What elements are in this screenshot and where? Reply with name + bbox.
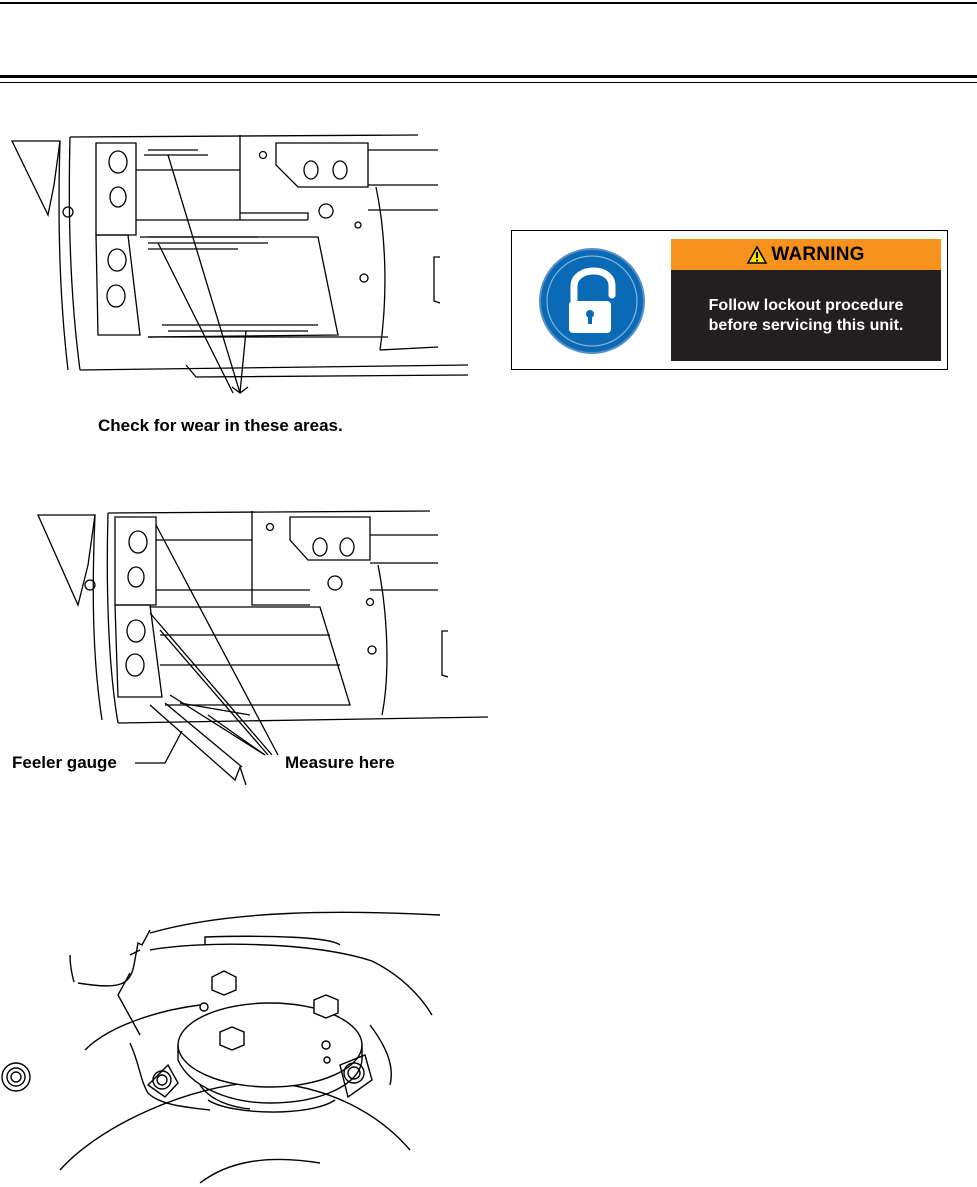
measure-here-label: Measure here bbox=[285, 753, 395, 772]
warning-body bbox=[671, 270, 941, 361]
header-double-rule-upper bbox=[0, 75, 977, 78]
wear-areas-figure bbox=[8, 125, 478, 435]
warning-heading: WARNING bbox=[771, 243, 865, 265]
warning-line-1: Follow lockout procedure bbox=[708, 296, 904, 314]
lockout-padlock-icon bbox=[512, 231, 672, 369]
warning-header bbox=[671, 239, 941, 270]
feeler-gauge-label: Feeler gauge bbox=[12, 753, 117, 772]
header-double-rule-lower bbox=[0, 82, 977, 83]
wear-caption: Check for wear in these areas. bbox=[98, 416, 343, 435]
cover-plate-bolts-diagram bbox=[0, 705, 445, 1185]
liner-wear-diagram bbox=[8, 125, 478, 435]
warning-triangle-icon bbox=[747, 246, 767, 264]
header-top-rule bbox=[0, 2, 977, 4]
warning-line-2: before servicing this unit. bbox=[708, 316, 904, 334]
warning-label bbox=[511, 230, 948, 370]
cover-plate-figure bbox=[0, 705, 445, 1185]
